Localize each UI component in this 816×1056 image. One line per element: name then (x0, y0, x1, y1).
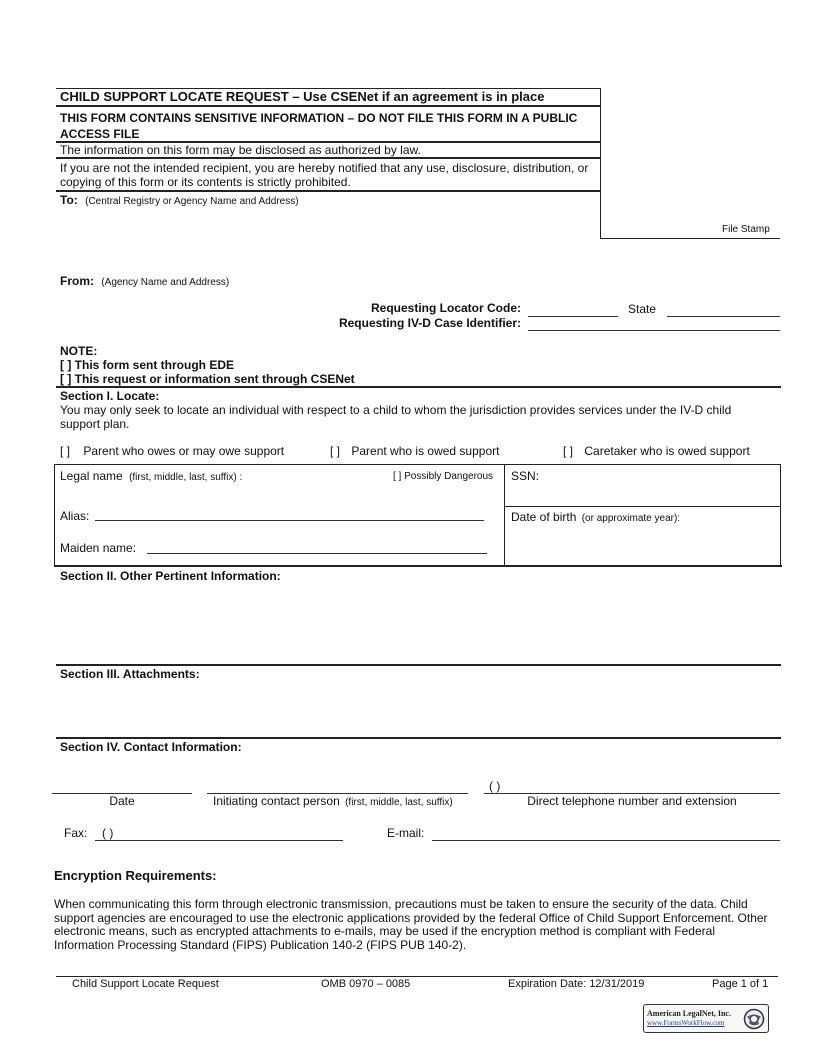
to-label: To: (60, 193, 78, 207)
logo-company: American LegalNet, Inc. (647, 1009, 731, 1018)
option-label: Parent who owes or may owe support (83, 444, 285, 458)
alias-label: Alias: (60, 509, 90, 523)
logo-url: www.FormsWorkFlow.com (647, 1019, 725, 1027)
footer-expiration: Expiration Date: 12/31/2019 (508, 978, 645, 990)
form-title: CHILD SUPPORT LOCATE REQUEST – Use CSENet if an agreement is in place (60, 89, 545, 104)
sensitive-warning: THIS FORM CONTAINS SENSITIVE INFORMATION – DO NOT FILE THIS FORM IN A PUBLIC ACCESS FILE (60, 111, 578, 141)
fax-area-code: ( ) (102, 826, 114, 840)
fax-input[interactable] (95, 840, 343, 841)
globe-icon (743, 1008, 765, 1030)
checkbox-icon: [ ] (60, 444, 71, 458)
checkbox-icon: [ ] (563, 444, 574, 458)
option-label: Parent who is owed support (351, 444, 500, 458)
from-hint: (Agency Name and Address) (101, 277, 230, 288)
recipient-notice: If you are not the intended recipient, you are hereby notified that any use, disclosure, distribution, or copying of this form or its contents is strictly prohibited. (60, 161, 589, 189)
alias-input[interactable] (95, 520, 484, 521)
american-legalnet-logo (643, 1004, 769, 1033)
section1-title: Section I. Locate: (60, 389, 160, 403)
maiden-name-input[interactable] (147, 553, 487, 554)
dob-field[interactable] (511, 510, 680, 524)
case-id-label: Requesting IV-D Case Identifier: (338, 316, 521, 330)
encryption-title: Encryption Requirements: (54, 868, 217, 883)
from-label: From: (60, 274, 94, 288)
maiden-name-label: Maiden name: (60, 541, 137, 555)
locator-code-label: Requesting Locator Code: (370, 301, 521, 315)
from-field[interactable] (60, 274, 229, 288)
footer-form-name: Child Support Locate Request (72, 978, 219, 990)
possibly-dangerous-checkbox[interactable]: [ ] Possibly Dangerous (393, 471, 494, 482)
file-stamp-label: File Stamp (722, 224, 770, 235)
date-label: Date (109, 794, 135, 808)
to-field[interactable] (60, 193, 299, 207)
phone-label: Direct telephone number and extension (527, 794, 737, 808)
section2-title: Section II. Other Pertinent Information: (60, 569, 281, 583)
disclosure-note: The information on this form may be disclosed as authorized by law. (60, 143, 421, 157)
email-label: E-mail: (387, 826, 425, 840)
legal-name-hint: (first, middle, last, suffix) : (129, 472, 243, 483)
legal-name-label: Legal name (60, 469, 123, 483)
checkbox-icon: [ ] (330, 444, 341, 458)
encryption-text: When communicating this form through electronic transmission, precautions must be taken to ensure the security of the data. Child support agencies are encouraged to use the electronic applications provided by the federal Office of Child Support Enforcement. Other electronic means, such as encrypted attachments to e-mails, may be used if the encryption method is compliant with Federal Information Processing Standard (FIPS) Publication 140-2 (FIPS PUB 140-2). (54, 897, 768, 952)
option-parent-owed[interactable] (330, 444, 499, 458)
case-id-input[interactable] (528, 330, 780, 331)
footer-omb: OMB 0970 – 0085 (321, 978, 411, 990)
note-label: NOTE: (60, 344, 98, 358)
to-hint: (Central Registry or Agency Name and Address) (85, 196, 299, 207)
option-caretaker-owed[interactable] (563, 444, 750, 458)
state-label: State (628, 302, 657, 316)
dob-label: Date of birth (511, 510, 577, 524)
fax-label: Fax: (64, 826, 88, 840)
footer-page: Page 1 of 1 (712, 978, 769, 990)
section4-title: Section IV. Contact Information: (60, 740, 242, 754)
email-input[interactable] (432, 840, 780, 841)
option-label: Caretaker who is owed support (584, 444, 750, 458)
section3-title: Section III. Attachments: (60, 667, 200, 681)
dob-hint: (or approximate year): (581, 513, 681, 524)
state-input[interactable] (667, 316, 780, 317)
contact-person-label: Initiating contact person (first, middle, last, suffix) (213, 794, 453, 808)
legal-name-field[interactable] (60, 469, 242, 483)
ssn-label: SSN: (511, 469, 540, 483)
locator-code-input[interactable] (528, 316, 618, 317)
ede-checkbox[interactable]: [ ] This form sent through EDE (60, 358, 234, 372)
csenet-checkbox[interactable]: [ ] This request or information sent through CSENet (60, 372, 355, 386)
option-parent-owes[interactable] (60, 444, 284, 458)
section1-text: You may only seek to locate an individual with respect to a child to whom the jurisdiction provides services under the IV-D child support plan. (60, 403, 732, 431)
phone-area-code: ( ) (489, 779, 501, 793)
